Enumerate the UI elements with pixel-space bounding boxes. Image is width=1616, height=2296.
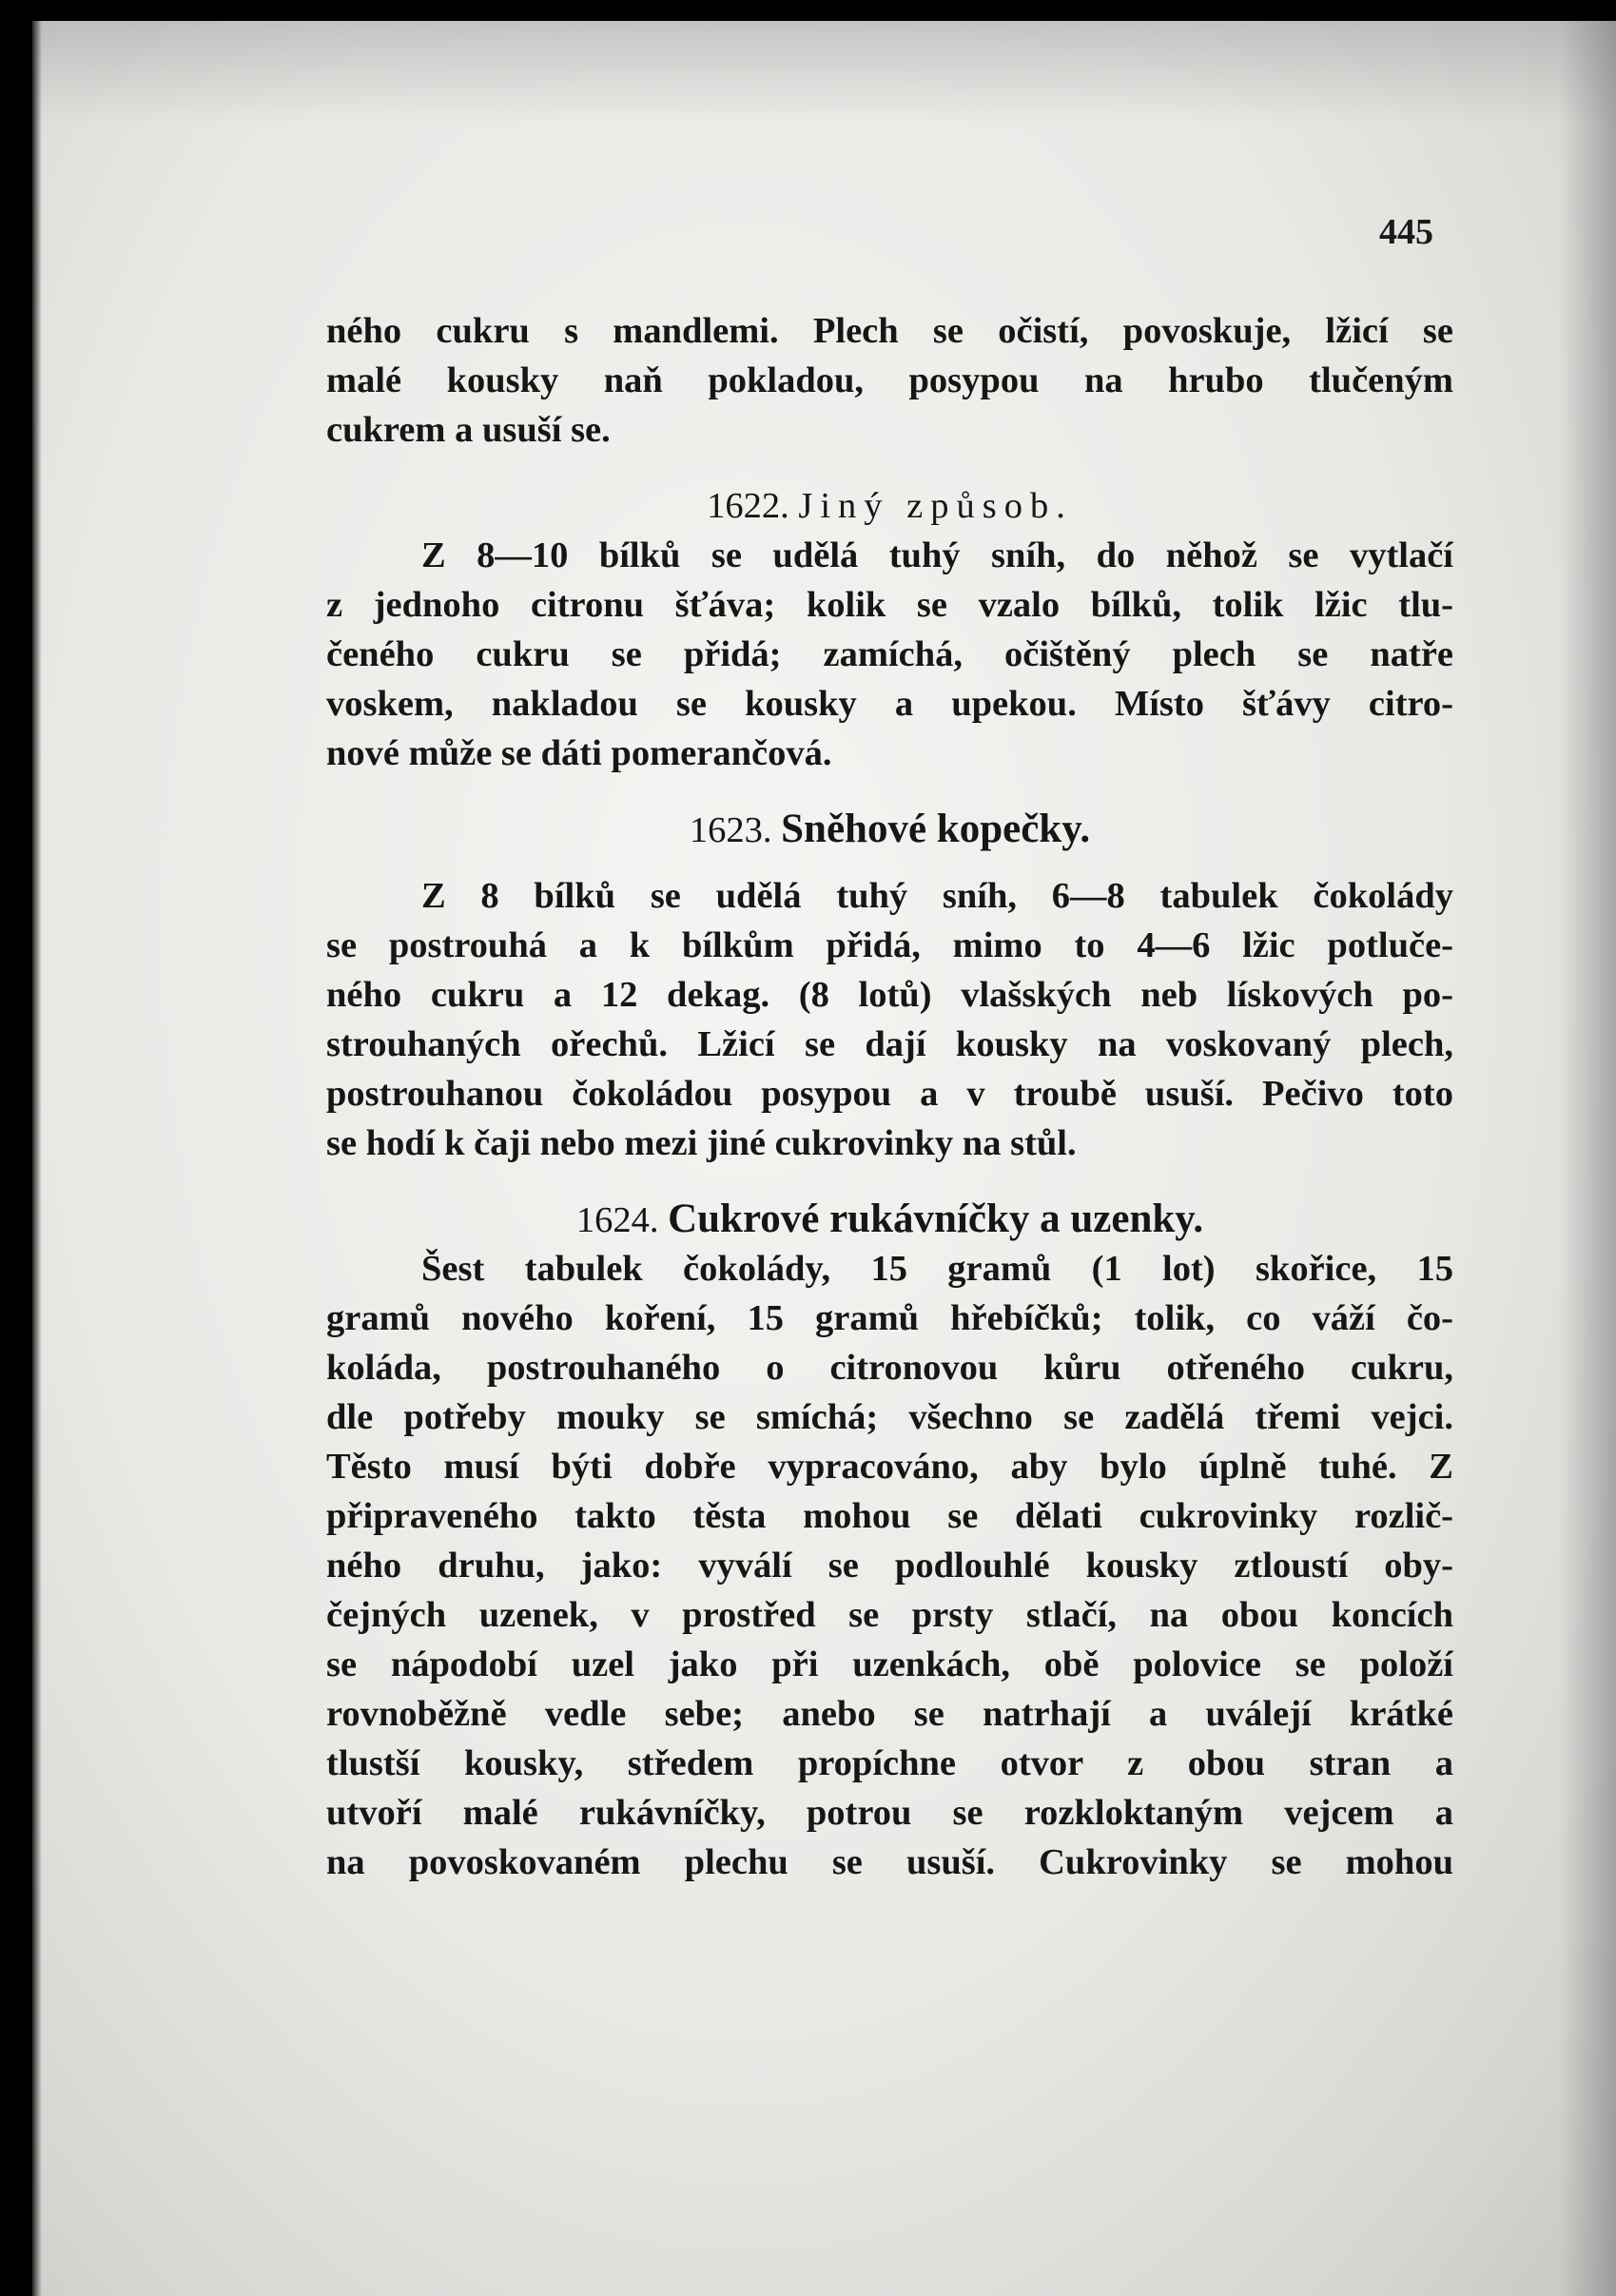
text-line: z jednoho citronu šťáva; kolik se vzalo bílků, tolik lžic tlu- bbox=[326, 585, 1453, 625]
recipe-title: Cukrové rukávníčky a uzenky. bbox=[668, 1197, 1204, 1241]
text-line: tlustší kousky, středem propíchne otvor z obou stran a bbox=[326, 1743, 1453, 1783]
text-line: na povoskovaném plechu se usuší. Cukrovinky se mohou bbox=[326, 1842, 1453, 1882]
text-line: rovnoběžně vedle sebe; anebo se natrhají a uválejí krátké bbox=[326, 1694, 1453, 1734]
recipe-title: Sněhové kopečky. bbox=[781, 807, 1091, 851]
recipe-number: 1624. bbox=[575, 1200, 659, 1240]
text-line: dle potřeby mouky se smíchá; všechno se zadělá třemi vejci. bbox=[326, 1397, 1453, 1437]
text-line: strouhaných ořechů. Lžicí se dají kousky na voskovaný plech, bbox=[326, 1024, 1453, 1064]
recipe-heading-1623 bbox=[326, 805, 1453, 854]
page-body bbox=[326, 306, 1453, 1887]
recipe-number: 1623. bbox=[689, 810, 772, 850]
text-line: nové může se dáti pomerančová. bbox=[326, 733, 832, 773]
text-line: čeného cukru se přidá; zamíchá, očištěný plech se natře bbox=[326, 634, 1453, 674]
text-line: připraveného takto těsta mohou se dělati cukrovinky rozlič- bbox=[326, 1496, 1453, 1536]
text-line: ného druhu, jako: vyválí se podlouhlé kousky ztloustí oby- bbox=[326, 1546, 1453, 1586]
text-line: se nápodobí uzel jako při uzenkách, obě polovice se položí bbox=[326, 1644, 1453, 1684]
recipe-heading-1624 bbox=[326, 1195, 1453, 1244]
text-line: ného cukru a 12 dekag. (8 lotů) vlašských neb lískových po- bbox=[326, 975, 1453, 1015]
page-shadow-top bbox=[32, 21, 1616, 126]
page-number: 445 bbox=[1379, 212, 1433, 252]
recipe-number: 1622. bbox=[707, 486, 789, 526]
text-line: Z 8—10 bílků se udělá tuhý sníh, do něhož se vytlačí bbox=[421, 535, 1453, 575]
text-line: čejných uzenek, v prostřed se prsty stlačí, na obou koncích bbox=[326, 1595, 1453, 1635]
text-line: utvoří malé rukávníčky, potrou se rozkloktaným vejcem a bbox=[326, 1793, 1453, 1833]
text-line: postrouhanou čokoládou posypou a v troubě usuší. Pečivo toto bbox=[326, 1074, 1453, 1114]
text-line: koláda, postrouhaného o citronovou kůru otřeného cukru, bbox=[326, 1348, 1453, 1388]
text-line: malé kousky naň pokladou, posypou na hrubo tlučeným bbox=[326, 360, 1453, 400]
text-line: gramů nového koření, 15 gramů hřebíčků; tolik, co váží čo- bbox=[326, 1298, 1453, 1338]
text-line: ného cukru s mandlemi. Plech se očistí, povoskuje, lžicí se bbox=[326, 311, 1453, 351]
recipe-paragraph-1622 bbox=[326, 531, 1453, 778]
text-line: se hodí k čaji nebo mezi jiné cukrovinky na stůl. bbox=[326, 1123, 1077, 1163]
recipe-paragraph-1623 bbox=[326, 871, 1453, 1168]
page-shadow-left bbox=[32, 21, 42, 2296]
text-line: Z 8 bílků se udělá tuhý sníh, 6—8 tabulek čokolády bbox=[421, 876, 1453, 916]
text-line: Šest tabulek čokolády, 15 gramů (1 lot) skořice, 15 bbox=[421, 1249, 1453, 1289]
recipe-title: Jiný způsob. bbox=[798, 486, 1073, 526]
recipe-heading-1622 bbox=[326, 481, 1453, 531]
recipe-paragraph-1624 bbox=[326, 1244, 1453, 1887]
text-line: voskem, nakladou se kousky a upekou. Místo šťávy citro- bbox=[326, 684, 1453, 724]
text-line: se postrouhá a k bílkům přidá, mimo to 4—6 lžic potluče- bbox=[326, 925, 1453, 965]
page-shadow-right bbox=[1559, 21, 1616, 2296]
text-line: cukrem a usuší se. bbox=[326, 410, 611, 450]
continuation-paragraph bbox=[326, 306, 1453, 455]
text-line: Těsto musí býti dobře vypracováno, aby bylo úplně tuhé. Z bbox=[326, 1447, 1453, 1487]
